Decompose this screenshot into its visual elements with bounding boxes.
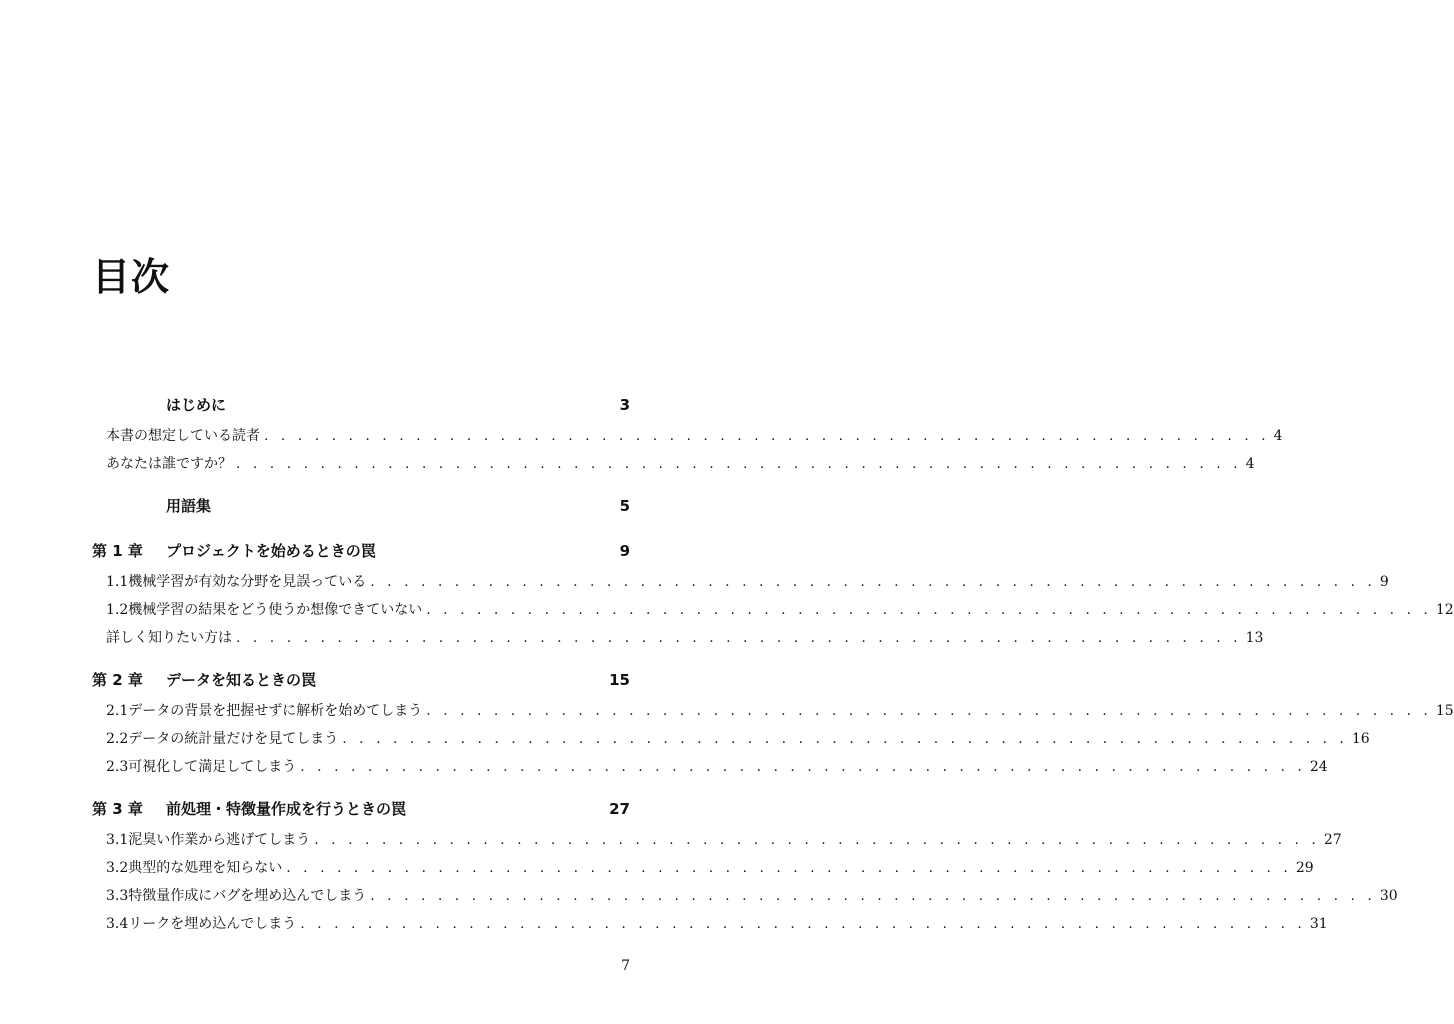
toc-section (92, 540, 1454, 655)
toc-entry[interactable] (92, 571, 1389, 599)
entry-title: 機械学習が有効な分野を見誤っている (128, 574, 367, 590)
toc-section (92, 798, 1398, 941)
dot-leader: . . . . . . . . . . . . . . . . . . . . . . . . . . . . . . . . . . . . . . . . . . . . . . . . . . . . . . . . . . . . (370, 574, 1376, 590)
entry-number: 1.1 (106, 574, 129, 590)
entry-title: 機械学習の結果をどう使うか想像できていない (128, 602, 423, 618)
toc-entry[interactable] (92, 913, 1328, 941)
dot-leader: . . . . . . . . . . . . . . . . . . . . . . . . . . . . . . . . . . . . . . . . . . . . . . . . . . . . . . . . . . . . (426, 703, 1432, 719)
toc-section (92, 495, 630, 526)
entry-title: リークを埋め込んでしまう (128, 916, 297, 932)
page-title: 目次 (92, 255, 171, 299)
entry-title: データの統計量だけを見てしまう (128, 731, 339, 747)
entry-title: 本書の想定している読者 (106, 428, 260, 444)
entry-number: 3.4 (106, 916, 129, 932)
chapter-number: 第 2 章 (92, 671, 143, 689)
entry-page: 4 (1273, 428, 1283, 444)
entry-page: 9 (1379, 574, 1389, 590)
table-of-contents (92, 394, 1454, 955)
chapter-title: はじめに (166, 396, 227, 414)
dot-leader: . . . . . . . . . . . . . . . . . . . . . . . . . . . . . . . . . . . . . . . . . . . . . . . . . . . . . . . . . . . . (236, 630, 1242, 646)
entry-page: 4 (1245, 456, 1255, 472)
page-number: 7 (621, 958, 630, 974)
entry-page: 30 (1379, 888, 1398, 904)
dot-leader: . . . . . . . . . . . . . . . . . . . . . . . . . . . . . . . . . . . . . . . . . . . . . . . . . . . . . . . . . . . . (426, 602, 1432, 618)
chapter-page: 15 (609, 671, 630, 689)
entry-number: 3.1 (106, 832, 129, 848)
toc-entry[interactable] (92, 756, 1328, 784)
chapter-page: 9 (619, 542, 630, 560)
toc-chapter[interactable] (92, 798, 630, 829)
toc-entry[interactable] (92, 599, 1454, 627)
toc-entry[interactable] (92, 453, 1255, 481)
toc-entry[interactable] (92, 700, 1454, 728)
entry-page: 12 (1435, 602, 1454, 618)
chapter-number: 第 3 章 (92, 800, 143, 818)
dot-leader: . . . . . . . . . . . . . . . . . . . . . . . . . . . . . . . . . . . . . . . . . . . . . . . . . . . . . . . . . . . . (264, 428, 1270, 444)
entry-number: 2.2 (106, 731, 129, 747)
toc-entry[interactable] (92, 425, 1283, 453)
entry-page: 15 (1435, 703, 1454, 719)
entry-page: 31 (1309, 916, 1328, 932)
entry-page: 29 (1295, 860, 1314, 876)
toc-chapter[interactable] (92, 495, 630, 526)
entry-number: 3.3 (106, 888, 129, 904)
dot-leader: . . . . . . . . . . . . . . . . . . . . . . . . . . . . . . . . . . . . . . . . . . . . . . . . . . . . . . . . . . . . (314, 832, 1320, 848)
dot-leader: . . . . . . . . . . . . . . . . . . . . . . . . . . . . . . . . . . . . . . . . . . . . . . . . . . . . . . . . . . . . (300, 759, 1306, 775)
entry-title: データの背景を把握せずに解析を始めてしまう (128, 703, 423, 719)
chapter-title: 前処理・特徴量作成を行うときの罠 (166, 800, 407, 818)
chapter-page: 3 (619, 396, 630, 414)
dot-leader: . . . . . . . . . . . . . . . . . . . . . . . . . . . . . . . . . . . . . . . . . . . . . . . . . . . . . . . . . . . . (236, 456, 1242, 472)
chapter-title: プロジェクトを始めるときの罠 (166, 542, 376, 560)
entry-page: 27 (1323, 832, 1342, 848)
dot-leader: . . . . . . . . . . . . . . . . . . . . . . . . . . . . . . . . . . . . . . . . . . . . . . . . . . . . . . . . . . . . (300, 916, 1306, 932)
dot-leader: . . . . . . . . . . . . . . . . . . . . . . . . . . . . . . . . . . . . . . . . . . . . . . . . . . . . . . . . . . . . (342, 731, 1348, 747)
toc-section (92, 394, 1283, 481)
chapter-page: 5 (619, 497, 630, 515)
toc-chapter[interactable] (92, 540, 630, 571)
entry-page: 13 (1245, 630, 1264, 646)
entry-number: 2.3 (106, 759, 129, 775)
entry-title: 典型的な処理を知らない (128, 860, 283, 876)
toc-chapter[interactable] (92, 669, 630, 700)
toc-entry[interactable] (92, 728, 1370, 756)
dot-leader: . . . . . . . . . . . . . . . . . . . . . . . . . . . . . . . . . . . . . . . . . . . . . . . . . . . . . . . . . . . . (286, 860, 1292, 876)
chapter-number: 第 1 章 (92, 542, 143, 560)
toc-section (92, 669, 1454, 784)
toc-entry[interactable] (92, 885, 1398, 913)
toc-chapter[interactable] (92, 394, 630, 425)
entry-page: 24 (1309, 759, 1328, 775)
entry-title: 泥臭い作業から逃げてしまう (128, 832, 311, 848)
chapter-page: 27 (609, 800, 630, 818)
toc-entry[interactable] (92, 829, 1342, 857)
entry-page: 16 (1351, 731, 1370, 747)
entry-number: 1.2 (106, 602, 129, 618)
entry-number: 2.1 (106, 703, 129, 719)
toc-entry[interactable] (92, 627, 1264, 655)
chapter-title: データを知るときの罠 (166, 671, 317, 689)
toc-entry[interactable] (92, 857, 1314, 885)
entry-title: 可視化して満足してしまう (128, 759, 297, 775)
dot-leader: . . . . . . . . . . . . . . . . . . . . . . . . . . . . . . . . . . . . . . . . . . . . . . . . . . . . . . . . . . . . (370, 888, 1376, 904)
chapter-title: 用語集 (166, 497, 212, 515)
entry-title: 特徴量作成にバグを埋め込んでしまう (128, 888, 367, 904)
entry-number: 3.2 (106, 860, 129, 876)
entry-title: あなたは誰ですか？ (106, 456, 232, 472)
entry-title: 詳しく知りたい方は (106, 630, 232, 646)
